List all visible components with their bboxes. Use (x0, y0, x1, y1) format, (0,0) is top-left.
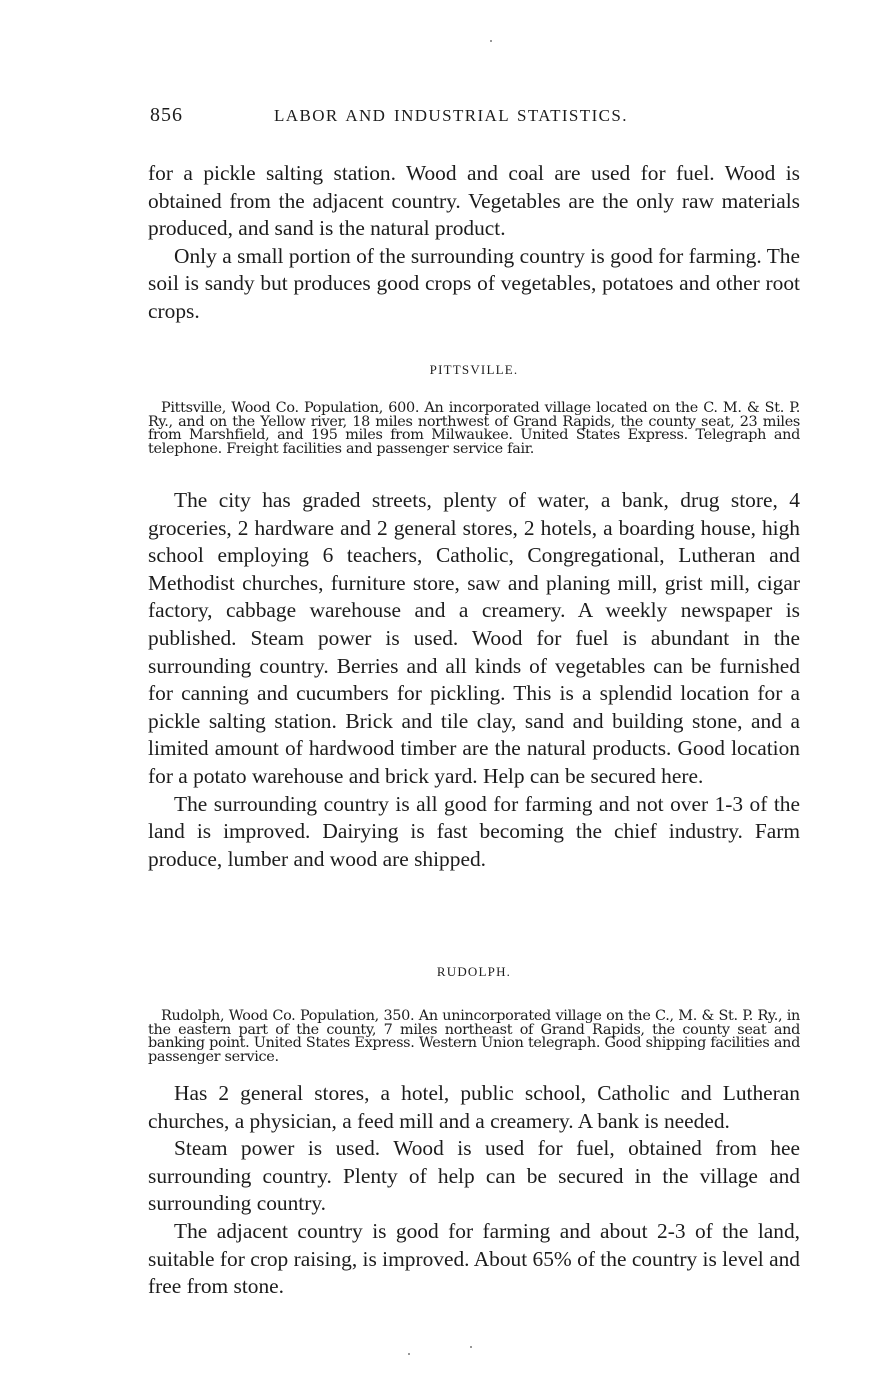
rudolph-body (148, 1080, 800, 1301)
body-paragraph: The adjacent country is good for farming and about 2-3 of the land, suitable for crop raising, is improved. About 65% of the country is level and free from stone. (148, 1218, 800, 1299)
pittsville-summary: Pittsville, Wood Co. Population, 600. An incorporated village located on the C. M. & St. P. Ry., and on the Yellow river, 18 miles northwest of Grand Rapids, the county seat, 23 miles from Marshfield, and 195 miles from Milwaukee. United States Express. Telegraph and telephone. Freight facilities and passenger service fair. (148, 400, 800, 457)
book-page (148, 0, 800, 1380)
intro-paragraph: Only a small portion of the surrounding country is good for farming. The soil is sandy but produces good crops of vegetables, potatoes and other root crops. (148, 243, 800, 323)
running-header (148, 104, 800, 134)
intro-paragraph: for a pickle salting station. Wood and coal are used for fuel. Wood is obtained from the adjacent country. Vegetables are the only raw materials produced, and sand is the natural product. (148, 161, 800, 241)
pittsville-body (148, 487, 800, 873)
section-title-pittsville: PITTSVILLE. (429, 362, 519, 377)
body-paragraph: Has 2 general stores, a hotel, public school, Catholic and Lutheran churches, a physician, a feed mill and a creamery. A bank is needed. (148, 1081, 800, 1133)
body-paragraph: The city has graded streets, plenty of water, a bank, drug store, 4 groceries, 2 hardware and 2 general stores, 2 hotels, a boarding house, high school employing 6 teachers, Catholic, Congregational, Lutheran and Methodist churches, furniture store, saw and planing mill, grist mill, cigar factory, cabbage warehouse and a creamery. A weekly newspaper is published. Steam power is used. Wood for fuel is abundant in the surrounding country. Berries and all kinds of vegetables can be furnished for canning and cucumbers for pickling. This is a splendid location for a pickle salting station. Brick and tile clay, sand and building stone, and a limited amount of hardwood timber are the natural products. Good location for a potato warehouse and brick yard. Help can be secured here. (148, 488, 800, 788)
running-title: LABOR AND INDUSTRIAL STATISTICS. (274, 106, 628, 125)
page-number: 856 (150, 104, 183, 126)
section-title-rudolph: RUDOLPH. (436, 964, 512, 979)
body-paragraph: The surrounding country is all good for farming and not over 1-3 of the land is improved. Dairying is fast becoming the chief industry. Farm produce, lumber and wood are shipped. (148, 791, 800, 871)
rudolph-summary: Rudolph, Wood Co. Population, 350. An unincorporated village on the C., M. & St. P. Ry., in the eastern part of the county, 7 miles northeast of Grand Rapids, the county seat and banking point. United States Express. Western Union telegraph. Good shipping facilities and passenger service. (148, 1008, 800, 1065)
intro-continuation (148, 160, 800, 326)
body-paragraph: Steam power is used. Wood is used for fuel, obtained from hee surrounding country. Plenty of help can be secured in the village and surrounding country. (148, 1136, 800, 1216)
